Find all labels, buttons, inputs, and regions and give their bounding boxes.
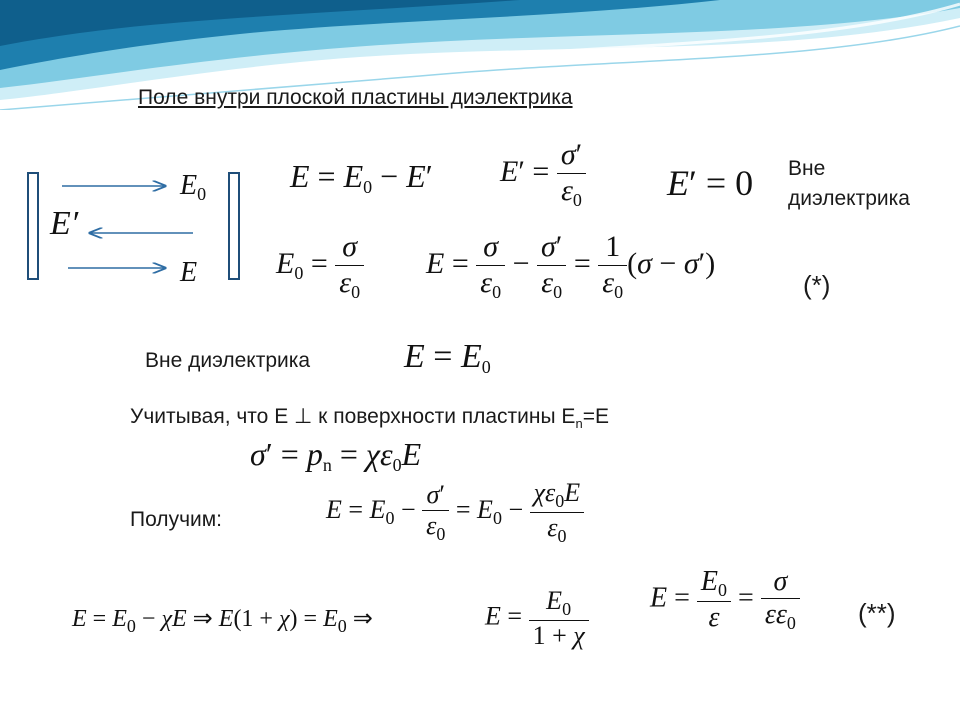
equation-mark-double-star: (**) (858, 598, 896, 628)
formula-text: $E = E_0 - E'$ (290, 158, 433, 197)
formula-sigma-prime: $\sigma' = p_n = \chi\varepsilon_0E$ (250, 436, 422, 475)
outside-dielectric-label-right: Вне диэлектрика (788, 157, 910, 210)
label-e-prime: E′ (50, 205, 79, 242)
formula-e-difference (290, 158, 433, 198)
formula-e-substituted: $E = E_0$ − $\frac{\sigma'}{\varepsilon_0}$ = $E_0$ − $\frac{\chi\varepsilon_0E}{\varepsilon_0}$ (326, 478, 584, 546)
formula-e-final: E = $\frac{E_0}{\varepsilon}$ = $\frac{\sigma}{\varepsilon\varepsilon_0}$ (650, 566, 800, 634)
formula-e-equals-e0: $E = E_0$ (404, 338, 491, 377)
given-condition-text: Учитывая, что E ⊥ к поверхности пластины $E_n=E$ (130, 404, 609, 432)
slide-title: Поле внутри плоской пластины диэлектрика (138, 86, 573, 109)
we-get-label: Получим: (130, 508, 223, 531)
formula-e-prime-sigma: E′ = $\frac{\sigma'}{\varepsilon_0}$ (500, 138, 586, 210)
formula-e-total: E = $\frac{\sigma}{\varepsilon_0}$ − $\frac{\sigma'}{\varepsilon_0}$ = $\frac{1}{\varepsilon_0}$ (σ − σ′) (426, 230, 716, 302)
equation-mark-star: (*) (803, 270, 831, 300)
formula-e0-sigma: $E_0$ = $\frac{\sigma}{\varepsilon_0}$ (276, 230, 364, 302)
formula-e-prime-zero: E′ = 0 (667, 163, 754, 203)
label-e0: $E_0$ (180, 170, 207, 204)
label-e: E (180, 257, 198, 288)
formula-solve-chain: $E = E_0 - \chi E$ ⇒ $E(1 + \chi) = E_0$ ⇒ (72, 606, 373, 636)
outside-dielectric-label-left: Вне диэлектрика (145, 349, 311, 372)
formula-e-over-one-plus-chi: E = $\frac{E_0}{1 + \chi}$ (485, 586, 589, 651)
